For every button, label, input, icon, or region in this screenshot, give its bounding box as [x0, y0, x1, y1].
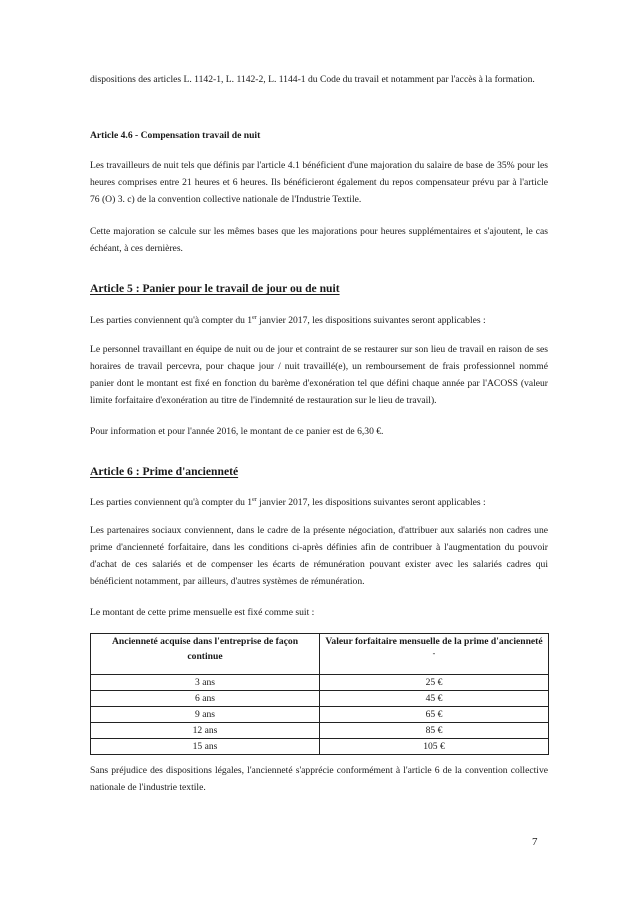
- paragraph-6-a: [90, 494, 548, 511]
- table-cell-anciennete: 6 ans: [91, 691, 320, 707]
- paragraph-text: Le montant de cette prime mensuelle est fixé comme suit :: [90, 607, 315, 618]
- paragraph-text: Les parties conviennent qu'à compter du 1: [90, 497, 253, 508]
- table-header-sub: -: [432, 649, 436, 658]
- paragraph-text: Le personnel travaillant en équipe de nuit ou de jour et contraint de se restaurer sur son lieu de travail en raison de ses horaires de travail percevra, pour chaque jour / nuit travaillé(e), un remboursement de frais professionnel nommé panier dont le montant est fixé en fonction du barème d'exonération tel que défini chaque année par l'ACOSS (valeur limite forfaitaire d'exonération au titre de l'indemnité de restauration sur le lieu de travail).: [90, 344, 548, 406]
- table-cell-anciennete: 15 ans: [91, 739, 320, 755]
- paragraph-text: janvier 2017, les dispositions suivantes seront applicables :: [256, 315, 486, 326]
- paragraph-text: Les parties conviennent qu'à compter du 1: [90, 315, 253, 326]
- page-number: 7: [532, 836, 538, 848]
- heading-article-5: Article 5 : Panier pour le travail de jour ou de nuit: [90, 282, 340, 295]
- paragraph-4-6-b: [90, 223, 548, 257]
- table-cell-anciennete: 3 ans: [91, 675, 320, 691]
- paragraph-text: Les travailleurs de nuit tels que définis par l'article 4.1 bénéficient d'une majoration du salaire de base de 35% pour les heures comprises entre 21 heures et 6 heures. Ils bénéficieront également du repos compensateur prévu par à l'article 76 (O) 3. c) de la convention collective nationale de l'Industrie Textile.: [90, 160, 548, 205]
- anciennete-table: [90, 633, 549, 755]
- table-row: [91, 675, 549, 691]
- table-header-anciennete: Ancienneté acquise dans l'entreprise de façon continue: [91, 634, 320, 675]
- table-row: [91, 707, 549, 723]
- table-cell-valeur: 25 €: [320, 675, 549, 691]
- paragraph-continuation: [90, 71, 548, 88]
- table-cell-valeur: 85 €: [320, 723, 549, 739]
- table-cell-valeur: 105 €: [320, 739, 549, 755]
- heading-article-6: Article 6 : Prime d'ancienneté: [90, 465, 239, 478]
- superscript: er: [252, 314, 257, 321]
- paragraph-text: dispositions des articles L. 1142-1, L. 1142-2, L. 1144-1 du Code du travail et notamment par l'accès à la formation.: [90, 74, 535, 85]
- table-row: [91, 739, 549, 755]
- paragraph-5-b: [90, 341, 548, 409]
- paragraph-text: Pour information et pour l'année 2016, le montant de ce panier est de 6,30 €.: [90, 426, 384, 437]
- superscript: er: [252, 496, 257, 503]
- table-header-row: [91, 634, 549, 675]
- heading-article-4-6: Article 4.6 - Compensation travail de nuit: [90, 130, 261, 141]
- paragraph-6-d: [90, 762, 548, 796]
- paragraph-6-c: [90, 604, 548, 621]
- paragraph-5-a: [90, 312, 548, 329]
- table-row: [91, 691, 549, 707]
- table-cell-valeur: 65 €: [320, 707, 549, 723]
- table-cell-valeur: 45 €: [320, 691, 549, 707]
- paragraph-text: janvier 2017, les dispositions suivantes seront applicables :: [256, 497, 486, 508]
- table-cell-anciennete: 12 ans: [91, 723, 320, 739]
- paragraph-text: Cette majoration se calcule sur les mêmes bases que les majorations pour heures supplémentaires et s'ajoutent, le cas échéant, à ces dernières.: [90, 226, 548, 254]
- paragraph-text: Sans préjudice des dispositions légales, l'ancienneté s'apprécie conformément à l'article 6 de la convention collective nationale de l'industrie textile.: [90, 765, 548, 793]
- table-cell-anciennete: 9 ans: [91, 707, 320, 723]
- table-row: [91, 723, 549, 739]
- paragraph-5-c: [90, 423, 548, 440]
- paragraph-6-b: [90, 522, 548, 590]
- table-header-valeur: Valeur forfaitaire mensuelle de la prime d'ancienneté -: [320, 634, 549, 675]
- paragraph-4-6-a: [90, 157, 548, 208]
- paragraph-text: Les partenaires sociaux conviennent, dans le cadre de la présente négociation, d'attribuer aux salariés non cadres une prime d'ancienneté forfaitaire, dans les conditions ci-après définies afin de contribuer à l'augmentation du pouvoir d'achat de ces salariés et de compenser les écarts de rémunération pouvant exister avec les salariés cadres qui bénéficient notamment, par ailleurs, d'autres systèmes de rémunération.: [90, 525, 548, 587]
